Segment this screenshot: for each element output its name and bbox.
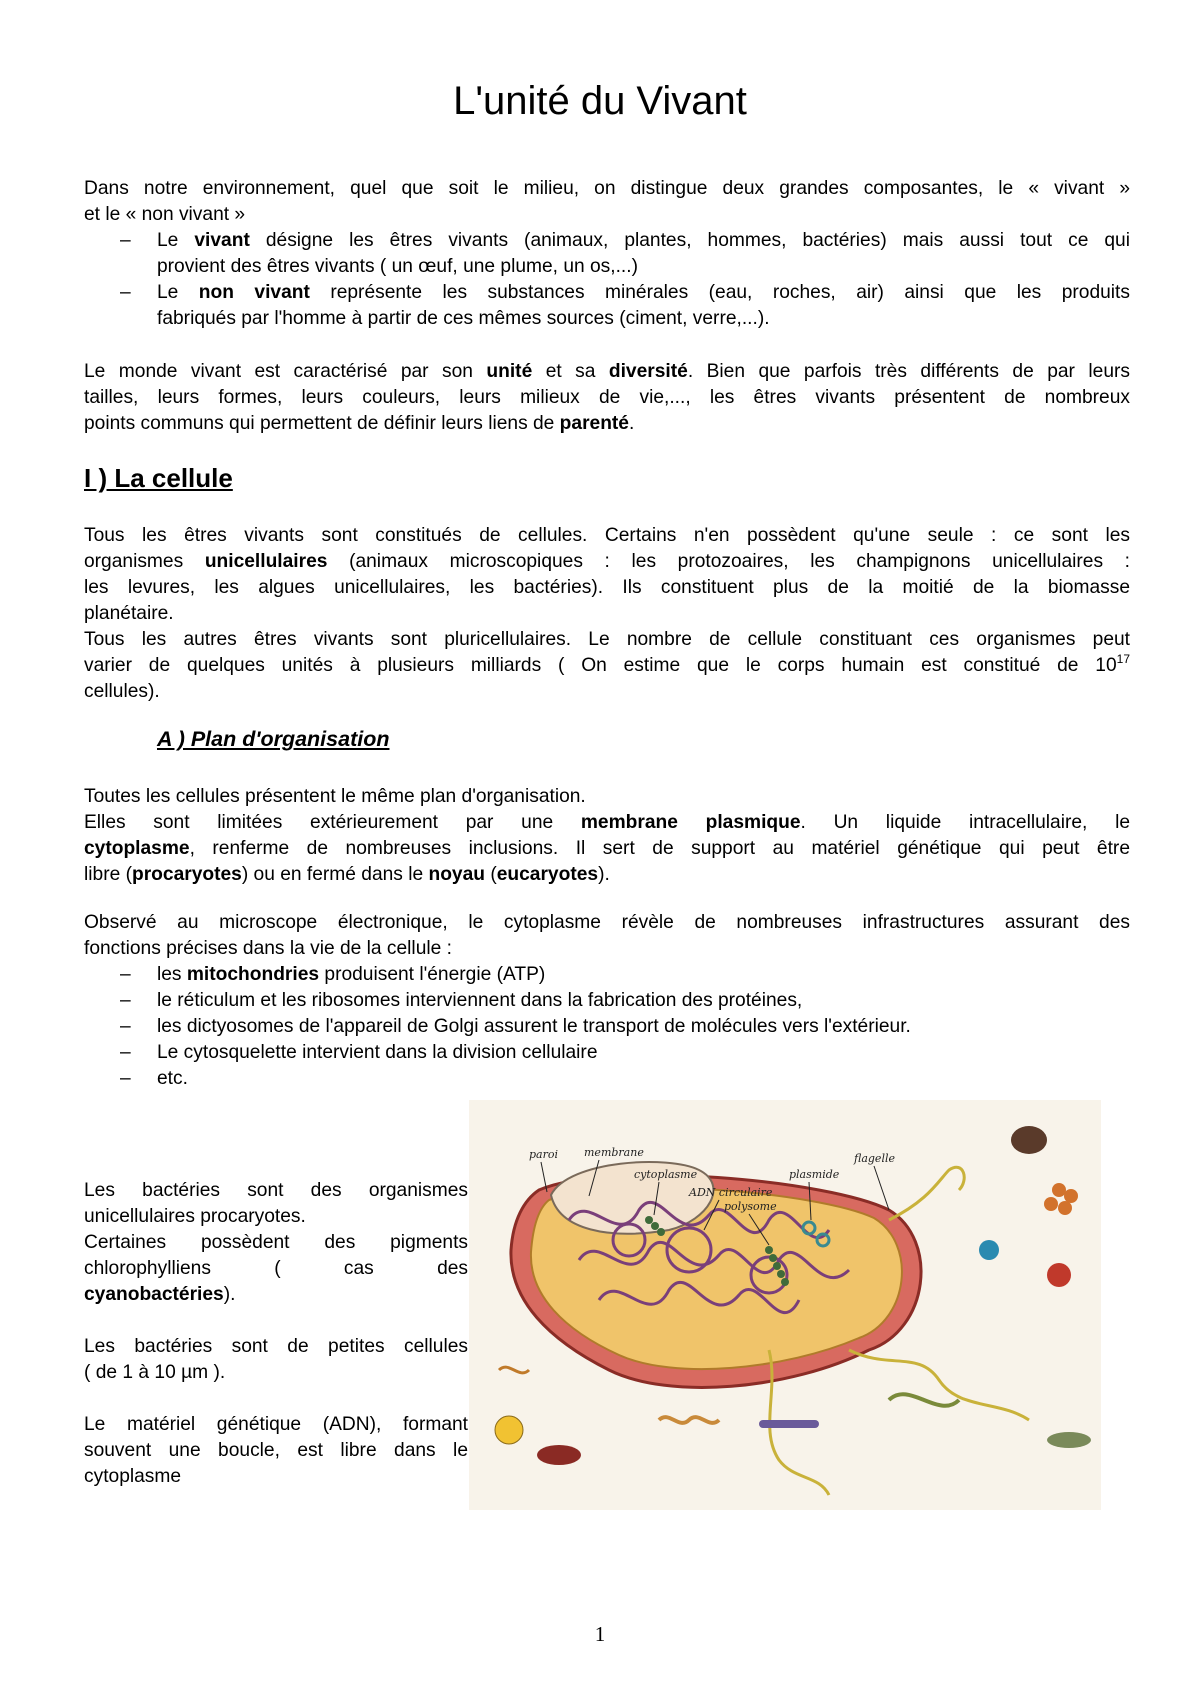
text-fragment: . [628, 413, 635, 434]
list-item [84, 962, 1130, 988]
text-fragment: ) ou en fermé dans le [241, 864, 429, 885]
subsection-heading: A ) Plan d'organisation [157, 727, 390, 751]
text-fragment: ( [274, 1258, 281, 1279]
text-fragment: . Bien que parfois très différents de par leurs [687, 361, 1130, 382]
text-fragment: . Un liquide intracellulaire, le [800, 812, 1131, 833]
text-fragment: Les bactéries sont de petites cellules [84, 1336, 468, 1357]
intro-line: et le « non vivant » [84, 204, 246, 225]
text-fragment: points communs qui permettent de définir leurs liens de [84, 413, 560, 434]
text-fragment: Elles sont limitées extérieurement par une [84, 812, 581, 833]
bold-term: procaryotes [131, 864, 242, 885]
text-fragment: Toutes les cellules présentent le même plan d'organisation. [84, 786, 586, 807]
intro-line: Dans notre environnement, quel que soit le milieu, on distingue deux grandes composantes, le « vivant » [84, 178, 1130, 199]
dash-bullet: – [120, 282, 131, 303]
bold-term: unicellulaires [204, 551, 328, 572]
text-fragment: tailles, leurs formes, leurs couleurs, leurs milieux de vie,..., les êtres vivants présentent de nombreux [84, 387, 1130, 408]
label-paroi: paroi [529, 1148, 558, 1161]
intro-list [84, 228, 1130, 332]
text-fragment: souvent une boucle, est libre dans le [84, 1440, 468, 1461]
text-fragment: Le [157, 230, 195, 251]
bold-term: diversité [608, 361, 688, 382]
text-fragment: etc. [157, 1068, 188, 1089]
bold-term: non vivant [198, 282, 310, 303]
bold-term: mitochondries [186, 964, 320, 985]
label-membrane: membrane [584, 1146, 644, 1159]
text-fragment: Le matériel génétique (ADN), formant [84, 1414, 468, 1435]
infrastructure-list [84, 962, 1130, 1092]
text-fragment: libre ( [84, 864, 132, 885]
text-fragment: Tous les êtres vivants sont constitués de cellules. Certains n'en possèdent qu'une seule : ce sont les [84, 525, 1130, 546]
text-fragment: ( de 1 à 10 µm ). [84, 1362, 226, 1383]
text-fragment: planétaire. [84, 603, 174, 624]
label-flagelle: flagelle [854, 1152, 895, 1165]
list-item-vivant [84, 228, 1130, 280]
text-fragment: organismes [84, 551, 205, 572]
text-fragment: Les bactéries sont des organismes [84, 1180, 468, 1201]
bold-term: eucaryotes [496, 864, 599, 885]
text-fragment: Observé au microscope électronique, le cytoplasme révèle de nombreuses infrastructures assurant des [84, 912, 1130, 933]
label-adn: ADN circulaire [689, 1186, 773, 1199]
text-fragment: Certaines possèdent des pigments [84, 1232, 468, 1253]
text-fragment: les dictyosomes de l'appareil de Golgi assurent le transport de molécules vers l'extérieur. [157, 1016, 911, 1037]
page-title: L'unité du Vivant [453, 79, 747, 123]
bold-term: vivant [194, 230, 250, 251]
list-item-non-vivant [84, 280, 1130, 332]
dash-bullet: – [120, 990, 131, 1011]
list-item [84, 1066, 1130, 1092]
text-fragment: provient des êtres vivants ( un œuf, une plume, un os,...) [157, 256, 638, 277]
label-plasmide: plasmide [789, 1168, 840, 1181]
text-fragment: et sa [532, 361, 609, 382]
text-fragment: Le monde vivant est caractérisé par son [84, 361, 487, 382]
text-fragment: cellules). [84, 681, 160, 702]
text-fragment: fabriqués par l'homme à partir de ces mêmes sources (ciment, verre,...). [157, 308, 770, 329]
text-fragment: chlorophylliens [84, 1258, 211, 1279]
text-fragment: Tous les autres êtres vivants sont pluricellulaires. Le nombre de cellule constituant ces organismes peut [84, 629, 1130, 650]
superscript: 17 [1116, 652, 1130, 666]
text-fragment: désigne les êtres vivants (animaux, plantes, hommes, bactéries) mais aussi tout ce qui [249, 230, 1130, 251]
text-fragment: Le [157, 282, 199, 303]
text-fragment: les [157, 964, 187, 985]
label-polysome: polysome [724, 1200, 777, 1213]
dash-bullet: – [120, 230, 131, 251]
bacteria-text [84, 1178, 468, 1490]
text-fragment: ). [223, 1284, 236, 1305]
dash-bullet: – [120, 1068, 131, 1089]
text-fragment: Le cytosquelette intervient dans la division cellulaire [157, 1042, 598, 1063]
text-fragment: varier de quelques unités à plusieurs milliards ( On estime que le corps humain est constitué de 10 [84, 655, 1117, 676]
bold-term: cyanobactéries [84, 1284, 224, 1305]
unity-paragraph [84, 359, 1130, 437]
bold-term: membrane plasmique [580, 812, 801, 833]
text-fragment: fonctions précises dans la vie de la cellule : [84, 938, 452, 959]
dash-bullet: – [120, 1016, 131, 1037]
text-fragment: le réticulum et les ribosomes interviennent dans la fabrication des protéines, [157, 990, 803, 1011]
text-fragment: produisent l'énergie (ATP) [319, 964, 546, 985]
text-fragment: les levures, les algues unicellulaires, les bactéries). Ils constituent plus de la moitié de la biomasse [84, 577, 1130, 598]
label-cytoplasme: cytoplasme [634, 1168, 698, 1181]
text-fragment: , renferme de nombreuses inclusions. Il sert de support au matériel génétique qui peut être [189, 838, 1130, 859]
section-heading: I ) La cellule [84, 463, 233, 493]
list-item [84, 1040, 1130, 1066]
text-fragment: représente les substances minérales (eau, roches, air) ainsi que les produits [309, 282, 1130, 303]
bold-term: unité [486, 361, 533, 382]
text-fragment: unicellulaires procaryotes. [84, 1206, 306, 1227]
bold-term: noyau [428, 864, 485, 885]
text-fragment: cas [343, 1258, 374, 1279]
dash-bullet: – [120, 1042, 131, 1063]
cell-paragraph [84, 523, 1130, 705]
text-fragment: ( [485, 864, 497, 885]
intro-paragraph [84, 176, 1130, 228]
dash-bullet: – [120, 964, 131, 985]
text-fragment: ). [598, 864, 610, 885]
microscope-paragraph [84, 910, 1130, 962]
bold-term: parenté [559, 413, 629, 434]
bold-term: cytoplasme [84, 838, 190, 859]
page-number: 1 [594, 1622, 606, 1646]
bacteria-illustration [469, 1100, 1101, 1510]
list-item [84, 1014, 1130, 1040]
text-fragment: (animaux microscopiques : les protozoaires, les champignons unicellulaires : [327, 551, 1130, 572]
text-fragment: cytoplasme [84, 1466, 182, 1487]
organisation-paragraph [84, 784, 1130, 888]
text-fragment: des [437, 1258, 468, 1279]
list-item [84, 988, 1130, 1014]
